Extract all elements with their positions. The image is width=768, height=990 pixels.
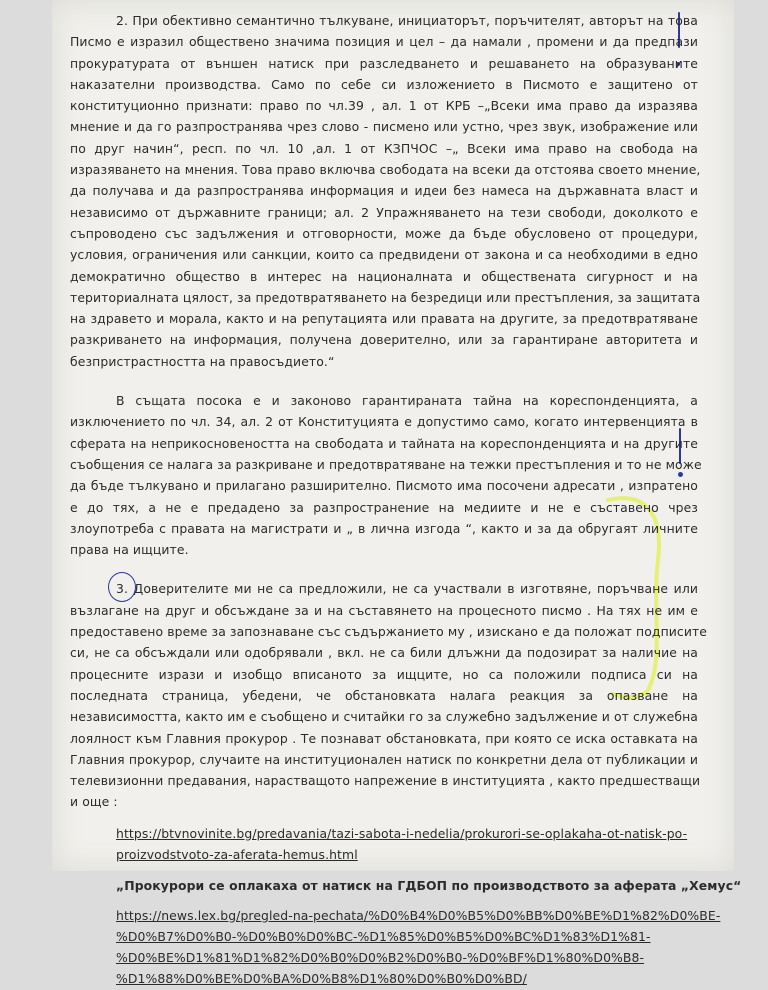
document-body [70, 10, 742, 990]
paragraph-3-line: лоялност към Главния прокурор . Те познават обстановката, при която се иска оставката на [70, 730, 698, 746]
paragraph-correspondence-line: сферата на неприкосновеността на свободата и тайната на кореспонденцията и на другите [70, 435, 698, 451]
paragraph-3 [70, 578, 708, 812]
paragraph-2-line: демократично общество в интерес на националната и обществената сигурност и на [70, 268, 698, 284]
paragraph-2-line: по друг начин“, респ. по чл. 10 ,ал. 1 от КЗПЧОС –„ Всеки има право на свобода на [70, 140, 698, 156]
paragraph-correspondence-line: изключението по чл. 34, ал. 2 от Конституцията е допустимо само, когато интервенцията в [70, 414, 698, 430]
paragraph-3-line: последната страница, убедени, че обстановката налага реакция за опазване на [70, 687, 698, 703]
paragraph-3-line: 3. Доверителите ми не са предложили, не са участвали в изготвяне, поръчване или [70, 578, 698, 599]
paragraph-2-line: 2. При обективно семантично тълкуване, инициаторът, поръчителят, авторът на това [116, 13, 698, 28]
paragraph-2-line: на здравето и морала, както и на репутацията или правата на другите, за предотвратяване [70, 311, 698, 327]
url-line[interactable]: %D0%BE%D1%81%D1%82%D0%B0%D0%B2%D0%B0-%D0%BF%D1%80%D0%B8- [116, 950, 645, 966]
url-line[interactable]: https://btvnovinite.bg/predavania/tazi-sabota-i-nedelia/prokurori-se-oplakaha-ot-natisk-po- [116, 825, 688, 841]
paragraph-2-line: безпристрастността на правосъдието.“ [70, 353, 335, 369]
paragraph-2-line: разкриването на информация, получена доверително, или за гарантиране авторитета и [70, 332, 698, 348]
paragraph-3-line: и още : [70, 794, 118, 810]
paragraph-2-line: Писмо е изразил обществено значима позиция и цел – да намали , промени и да предпази [70, 34, 698, 50]
paragraph-2-line: изразяването на мнения. Това право включва свободата на всеки да отстоява своето мнение, [70, 162, 701, 178]
link-btvnovinite[interactable] [70, 823, 698, 866]
paragraph-3-line: Главния прокурор, случаите на институционален натиск по конкретни дела от публикации и [70, 751, 698, 767]
document-page [52, 0, 742, 987]
paragraph-correspondence [70, 390, 702, 560]
paragraph-3-line: независимостта, както им е съобщено и считайки го за служебно задължение и от служебна [70, 709, 698, 725]
paragraph-2 [70, 10, 701, 372]
paragraph-2-line: териториалната цялост, за предотвратяването на безредици или престъпления, за защитата [70, 289, 701, 305]
quoted-headline: „Прокурори се оплакаха от натиск на ГДБОП по производството за аферата „Хемус“ [116, 878, 742, 894]
url-line[interactable]: %D1%88%D0%BE%D0%BA%D0%B8%D1%80%D0%B0%D0%BD/ [116, 971, 527, 987]
paragraph-correspondence-line: В същата посока е и законово гарантираната тайна на кореспонденцията, а [116, 393, 698, 409]
paragraph-3-line: си, не са обсъждали или одобрявали , вкл. не са били длъжни да подозират за наличие на [70, 645, 698, 661]
paragraph-3-line: възлагане на друг и обсъждане за и на съставянето на процесното писмо . На тях не им е [70, 602, 698, 618]
url-line[interactable]: %D0%B7%D0%B0-%D0%B0%D0%BC-%D1%85%D0%B5%D0%BC%D1%83%D1%81- [116, 928, 651, 944]
paragraph-2-line: условия, ограничения или санкции, които са предвидени от закона и са необходими в едно [70, 247, 698, 263]
paragraph-2-line: наказателни производства. Само по себе си изложението в Писмото е защитено от [70, 76, 698, 92]
paragraph-2-line: конституционно признати: право по чл.39 , ал. 1 от КРБ –„Всеки има право да изразява [70, 98, 698, 114]
paragraph-3-line: телевизионни предавания, нарастващото напрежение в институцията , както предшестващи [70, 773, 701, 789]
paragraph-3-line: предоставено време за запознаване със съдържанието му , изискано е да положат подписите [70, 624, 708, 640]
paragraph-2-line: съпроводено със задължения и отговорности, може да бъде обусловено от процедури, [70, 225, 698, 241]
link-news-lex[interactable] [70, 905, 721, 990]
paragraph-correspondence-line: права на ищците. [70, 542, 189, 558]
paragraph-3-line: процесните изрази и изобщо вписаното за ищците, но са положили подписа си на [70, 666, 698, 682]
paragraph-correspondence-line: е до тях, а не е предадено за разпространение на медиите и не е съставено чрез [70, 499, 698, 515]
paragraph-correspondence-line: да бъде тълкувано и прилагано разширително. Писмото има посочени адресати , изпратено [70, 478, 698, 494]
paragraph-correspondence-line: злоупотреба с правата на магистрати и „ в лична изгода “, както и за да обругаят личните [70, 520, 698, 536]
handwritten-circle-mark [108, 572, 136, 602]
paragraph-2-line: мнение и да го разпространява чрез слово - писмено или устно, чрез звук, изображение или [70, 119, 698, 135]
paragraph-correspondence-line: съобщения се налага за разкриване и предотвратяване на тежки престъпления и то не може [70, 456, 702, 472]
url-line[interactable]: https://news.lex.bg/pregled-na-pechata/%D0%B4%D0%B5%D0%BB%D0%BE%D1%82%D0%BE- [116, 907, 721, 923]
paragraph-2-line: прокуратурата от външен натиск при разследването и решаването на образуваните [70, 55, 698, 71]
paragraph-2-line: да получава и да разпространява информация и идеи без намеса на държавната власт и [70, 183, 698, 199]
url-line[interactable]: proizvodstvoto-za-aferata-hemus.html [116, 846, 358, 862]
paragraph-2-line: независимо от държавните граници; ал. 2 Упражняването на тези свободи, доколкото е [70, 204, 698, 220]
paragraph-3-number: 3. [116, 578, 128, 599]
